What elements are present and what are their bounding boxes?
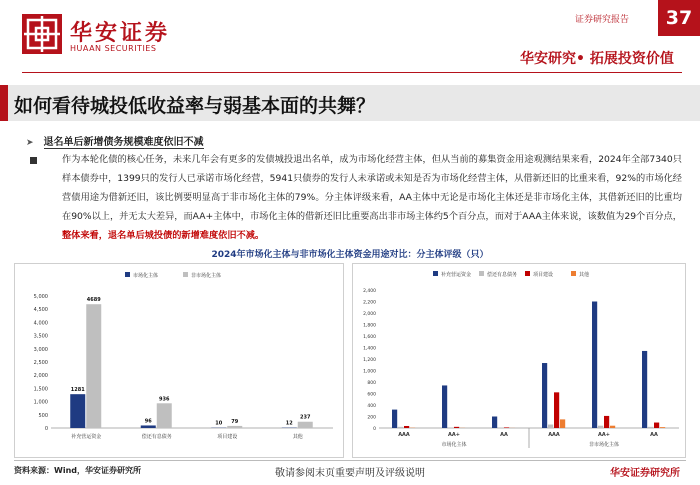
y-tick-label: 2,400 <box>363 289 376 294</box>
legend-label: 其他 <box>579 272 590 278</box>
footer-company: 华安证券研究所 <box>610 468 680 479</box>
disclaimer: 敬请参阅末页重要声明及评级说明 <box>275 468 425 479</box>
y-tick-label: 3,000 <box>33 346 48 353</box>
data-label: 96 <box>144 418 152 425</box>
page-title: 如何看待城投低收益率与弱基本面的共舞？ <box>14 95 376 117</box>
legend-swatch <box>433 271 438 276</box>
y-tick-label: 1,400 <box>363 346 376 352</box>
data-label: 10 <box>215 420 223 427</box>
data-label: 12 <box>285 420 293 427</box>
x-tick-label: 其他 <box>292 434 303 440</box>
legend-swatch <box>183 272 188 277</box>
bar <box>404 426 409 428</box>
y-tick-label: 0 <box>44 426 48 432</box>
footer-divider <box>14 460 686 461</box>
bar <box>592 302 597 429</box>
header-divider <box>22 72 682 73</box>
arrow-bullet-icon: ➤ <box>26 138 34 148</box>
source-note: 资料来源：Wind，华安证券研究所 <box>14 466 141 475</box>
y-tick-label: 1,600 <box>363 335 376 340</box>
legend-label: 补充营运资金 <box>441 272 472 278</box>
bar <box>610 426 615 428</box>
title-accent <box>0 85 8 121</box>
x-tick-label: 项目建设 <box>217 434 238 440</box>
y-tick-label: 1,200 <box>363 358 376 363</box>
y-tick-label: 800 <box>367 381 376 386</box>
bar <box>604 416 609 428</box>
y-tick-label: 1,000 <box>363 369 376 375</box>
bar <box>448 427 453 428</box>
bar <box>548 425 553 428</box>
legend-label: 偿还有息债务 <box>487 272 518 278</box>
data-label: 1281 <box>70 387 85 394</box>
brand-name-cn: 华安证券 <box>70 20 171 46</box>
bar <box>642 351 647 428</box>
slogan: 华安研究• 拓展投资价值 <box>520 51 674 67</box>
y-tick-label: 0 <box>373 427 376 432</box>
y-tick-label: 4,000 <box>33 320 48 327</box>
bar <box>492 417 497 429</box>
company-logo-icon <box>22 14 62 54</box>
chart-title: 2024年市场化主体与非市场化主体资金用途对比：分主体评级（只） <box>211 250 489 260</box>
subheading <box>26 133 204 148</box>
bar <box>598 426 603 428</box>
page-number: 37 <box>658 0 700 36</box>
bar <box>398 427 403 428</box>
bar <box>654 423 659 428</box>
x-tick-label: AA <box>650 432 658 438</box>
bar <box>454 427 459 428</box>
bar <box>298 422 313 428</box>
x-tick-label: 补充营运资金 <box>71 434 102 440</box>
body-paragraph <box>62 150 682 245</box>
y-tick-label: 4,500 <box>33 307 48 314</box>
legend-label: 项目建设 <box>533 272 554 278</box>
legend-label: 市场化主体 <box>133 273 159 279</box>
bar <box>157 403 172 428</box>
legend-label: 非市场化主体 <box>191 273 222 279</box>
y-tick-label: 2,000 <box>363 312 376 317</box>
x-tick-label: 偿还有息债务 <box>141 434 172 440</box>
data-label: 936 <box>159 396 170 403</box>
chart-right <box>353 264 685 457</box>
y-tick-label: 600 <box>367 392 376 398</box>
brand-name-en: HUAAN SECURITIES <box>70 44 157 53</box>
legend-swatch <box>525 271 530 276</box>
report-type: 证券研究报告 <box>575 15 630 25</box>
paragraph-text: 作为本轮化债的核心任务，未来几年会有更多的发债城投退出名单，成为市场化经营主体，但从当前的募集资金用途观测结果来看，2024年全部7340只样本债券中，1399只的发行人已承诺市场化经营，5941只债券的发行人未承诺或未知是否为市场化经营主体，从借新还旧的比重来看，92%的市场化经营债用途为借新还旧，该比例要明显高于非市场化主体的79%。分主体评级来看，AA主体中无论是市场化主体还是非市场化主体，其借新还旧的比重均在90%以上，并无太大差异，而AA+主体中，市场化主体的借新还旧比重要高出非市场主体约5个百分点，而对于AAA主体来说，该数值为29个百分点， <box>62 154 682 222</box>
bar <box>392 410 397 428</box>
y-tick-label: 2,000 <box>33 373 48 380</box>
data-label: 4689 <box>86 297 101 304</box>
chart-left-panel <box>14 263 344 458</box>
x-tick-label: AA <box>500 432 508 438</box>
x-tick-label: AA+ <box>598 432 610 438</box>
bar <box>86 304 101 428</box>
data-label: 79 <box>231 418 239 425</box>
x-tick-label: AAA <box>398 432 410 438</box>
y-tick-label: 500 <box>38 412 48 419</box>
y-tick-label: 1,000 <box>33 399 48 406</box>
paragraph-highlight: 整体来看，退名单后城投债的新增难度依旧不减。 <box>62 230 265 241</box>
x-tick-label: AAA <box>548 432 560 438</box>
group-label: 市场化主体 <box>441 442 467 448</box>
bar <box>542 363 547 428</box>
y-tick-label: 200 <box>367 415 376 421</box>
bar <box>660 427 665 428</box>
x-tick-label: AA+ <box>448 432 460 438</box>
bar <box>141 425 156 428</box>
bar <box>560 419 565 428</box>
bar <box>227 426 242 428</box>
y-tick-label: 2,500 <box>33 360 48 366</box>
bar <box>554 392 559 428</box>
y-tick-label: 2,200 <box>363 300 376 306</box>
y-tick-label: 400 <box>367 404 376 409</box>
square-bullet-icon <box>30 157 37 164</box>
bar <box>648 427 653 428</box>
chart-right-panel <box>352 263 686 458</box>
y-tick-label: 3,500 <box>33 333 48 340</box>
subheading-text: 退名单后新增债务规模难度依旧不减 <box>43 137 204 148</box>
y-tick-label: 5,000 <box>33 294 48 300</box>
legend-swatch <box>125 272 130 277</box>
data-label: 237 <box>300 414 311 421</box>
bar <box>504 427 509 428</box>
y-tick-label: 1,500 <box>33 386 48 393</box>
y-tick-label: 1,800 <box>363 323 376 329</box>
bar <box>70 394 85 428</box>
legend-swatch <box>571 271 576 276</box>
bar <box>442 385 447 428</box>
chart-left <box>15 264 343 457</box>
legend-swatch <box>479 271 484 276</box>
group-label: 非市场化主体 <box>588 442 620 448</box>
